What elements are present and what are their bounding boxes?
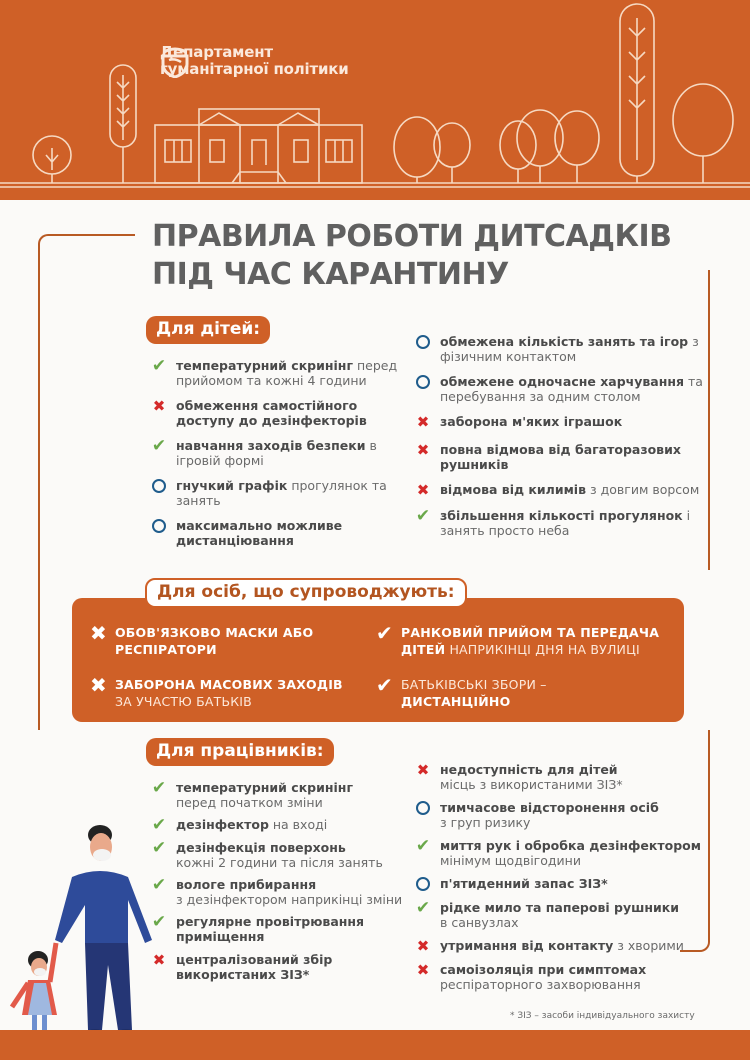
parent-child-illustration — [0, 815, 160, 1035]
children-rules-right — [414, 334, 704, 538]
title-line2: ПІД ЧАС КАРАНТИНУ — [152, 257, 509, 292]
list-item: ✔ температурний скринінг перед прийомом та кожні 4 години — [151, 355, 398, 388]
escort-rule: ✖ ОБОВ'ЯЗКОВО МАСКИ АБО РЕСПІРАТОРИ — [90, 621, 314, 657]
circle-icon — [414, 334, 432, 350]
check-icon: ✔ — [376, 673, 393, 697]
list-item: тимчасове відсторонення осіб з груп ризику — [414, 800, 704, 830]
circle-icon — [414, 800, 432, 816]
list-item: ✖ самоізоляція при симптомах респіраторного захворювання — [414, 962, 704, 992]
cross-icon: ✖ — [416, 440, 430, 459]
list-item: ✔ регулярне провітрювання приміщення — [151, 911, 365, 944]
list-item: ✔ навчання заходів безпеки в ігровій формі — [151, 435, 377, 468]
section-heading-escorts: Для осіб, що супроводжують: — [145, 578, 467, 608]
town-illustration — [0, 0, 750, 200]
cross-icon: ✖ — [416, 960, 430, 979]
frame-line-top-left — [38, 234, 135, 556]
cross-icon: ✖ — [416, 936, 430, 955]
section-heading-staff: Для працівників: — [146, 738, 334, 766]
check-icon: ✔ — [415, 835, 431, 856]
list-item: ✔ температурний скринінг перед початком зміни — [151, 777, 353, 810]
list-item: ✔ рідке мило та паперові рушники в санвузлах — [415, 897, 680, 930]
staff-rules-right — [414, 762, 704, 992]
list-item: ✔ дезінфектор на вході — [151, 814, 328, 835]
list-item: обмежене одночасне харчування та перебування за одним столом — [414, 374, 704, 404]
section-heading-children: Для дітей: — [146, 316, 270, 344]
list-item: ✔ миття рук і обробка дезінфектором мінімум щодвігодини — [415, 835, 701, 868]
department-logo — [160, 44, 349, 78]
cross-icon: ✖ — [90, 673, 107, 697]
check-icon: ✔ — [376, 621, 393, 645]
list-item: п'ятиденний запас ЗІЗ* — [414, 876, 704, 892]
title-line1: ПРАВИЛА РОБОТИ ДИТСАДКІВ — [152, 219, 672, 254]
list-item: максимально можливе дистанціювання — [150, 518, 400, 548]
escort-rule: ✔ РАНКОВИЙ ПРИЙОМ ТА ПЕРЕДАЧА ДІТЕЙ НАПРИКІНЦІ ДНЯ НА ВУЛИЦІ — [376, 621, 660, 657]
cross-icon: ✖ — [90, 621, 107, 645]
cross-icon: ✖ — [416, 412, 430, 431]
organization-name-line1: Департамент — [160, 43, 273, 61]
page-title — [152, 218, 672, 294]
list-item: ✖ обмеження самостійного доступу до дезінфекторів — [150, 398, 400, 428]
frame-line-right — [708, 270, 710, 570]
cross-icon: ✖ — [152, 950, 166, 969]
list-item: ✖ відмова від килимів з довгим ворсом — [414, 482, 704, 498]
check-icon: ✔ — [151, 837, 167, 858]
circle-icon — [150, 518, 168, 534]
list-item: ✔ збільшення кількості прогулянок і занять просто неба — [415, 505, 691, 538]
list-item: ✖ повна відмова від багаторазових рушників — [414, 442, 704, 472]
staff-rules-left — [150, 777, 410, 982]
organization-name-line2: гуманітарної політики — [160, 60, 349, 78]
header-banner — [0, 0, 750, 200]
check-icon: ✔ — [151, 435, 167, 456]
list-item: ✖ централізований збір використаних ЗІЗ* — [150, 952, 410, 982]
circle-icon — [414, 876, 432, 892]
footnote: * ЗІЗ – засоби індивідуального захисту — [510, 1011, 695, 1021]
escort-rule: ✖ ЗАБОРОНА МАСОВИХ ЗАХОДІВ ЗА УЧАСТЮ БАТЬКІВ — [90, 673, 343, 709]
cross-icon: ✖ — [152, 396, 166, 415]
check-icon: ✔ — [151, 874, 167, 895]
list-item: обмежена кількість занять та ігор з фізичним контактом — [414, 334, 704, 364]
list-item: ✔ вологе прибирання з дезінфектором наприкінці зміни — [151, 874, 403, 907]
list-item: ✔ дезінфекція поверхонь кожні 2 години та після занять — [151, 837, 383, 870]
footer-bar — [0, 1030, 750, 1060]
check-icon: ✔ — [151, 814, 167, 835]
list-item: ✖ заборона м'яких іграшок — [414, 414, 704, 430]
list-item: ✖ утримання від контакту з хворими — [414, 938, 704, 954]
check-icon: ✔ — [415, 505, 431, 526]
shield-logo-icon — [160, 44, 190, 78]
circle-icon — [150, 478, 168, 494]
list-item: гнучкий графік прогулянок та занять — [150, 478, 400, 508]
children-rules-left — [150, 355, 400, 548]
circle-icon — [414, 374, 432, 390]
cross-icon: ✖ — [416, 760, 430, 779]
check-icon: ✔ — [151, 355, 167, 376]
escort-rule: ✔ БАТЬКІВСЬКІ ЗБОРИ – ДИСТАНЦІЙНО — [376, 673, 547, 709]
cross-icon: ✖ — [416, 480, 430, 499]
check-icon: ✔ — [415, 897, 431, 918]
list-item: ✖ недоступність для дітей місць з використаними ЗІЗ* — [414, 762, 704, 792]
check-icon: ✔ — [151, 911, 167, 932]
check-icon: ✔ — [151, 777, 167, 798]
frame-line-left — [38, 554, 40, 730]
